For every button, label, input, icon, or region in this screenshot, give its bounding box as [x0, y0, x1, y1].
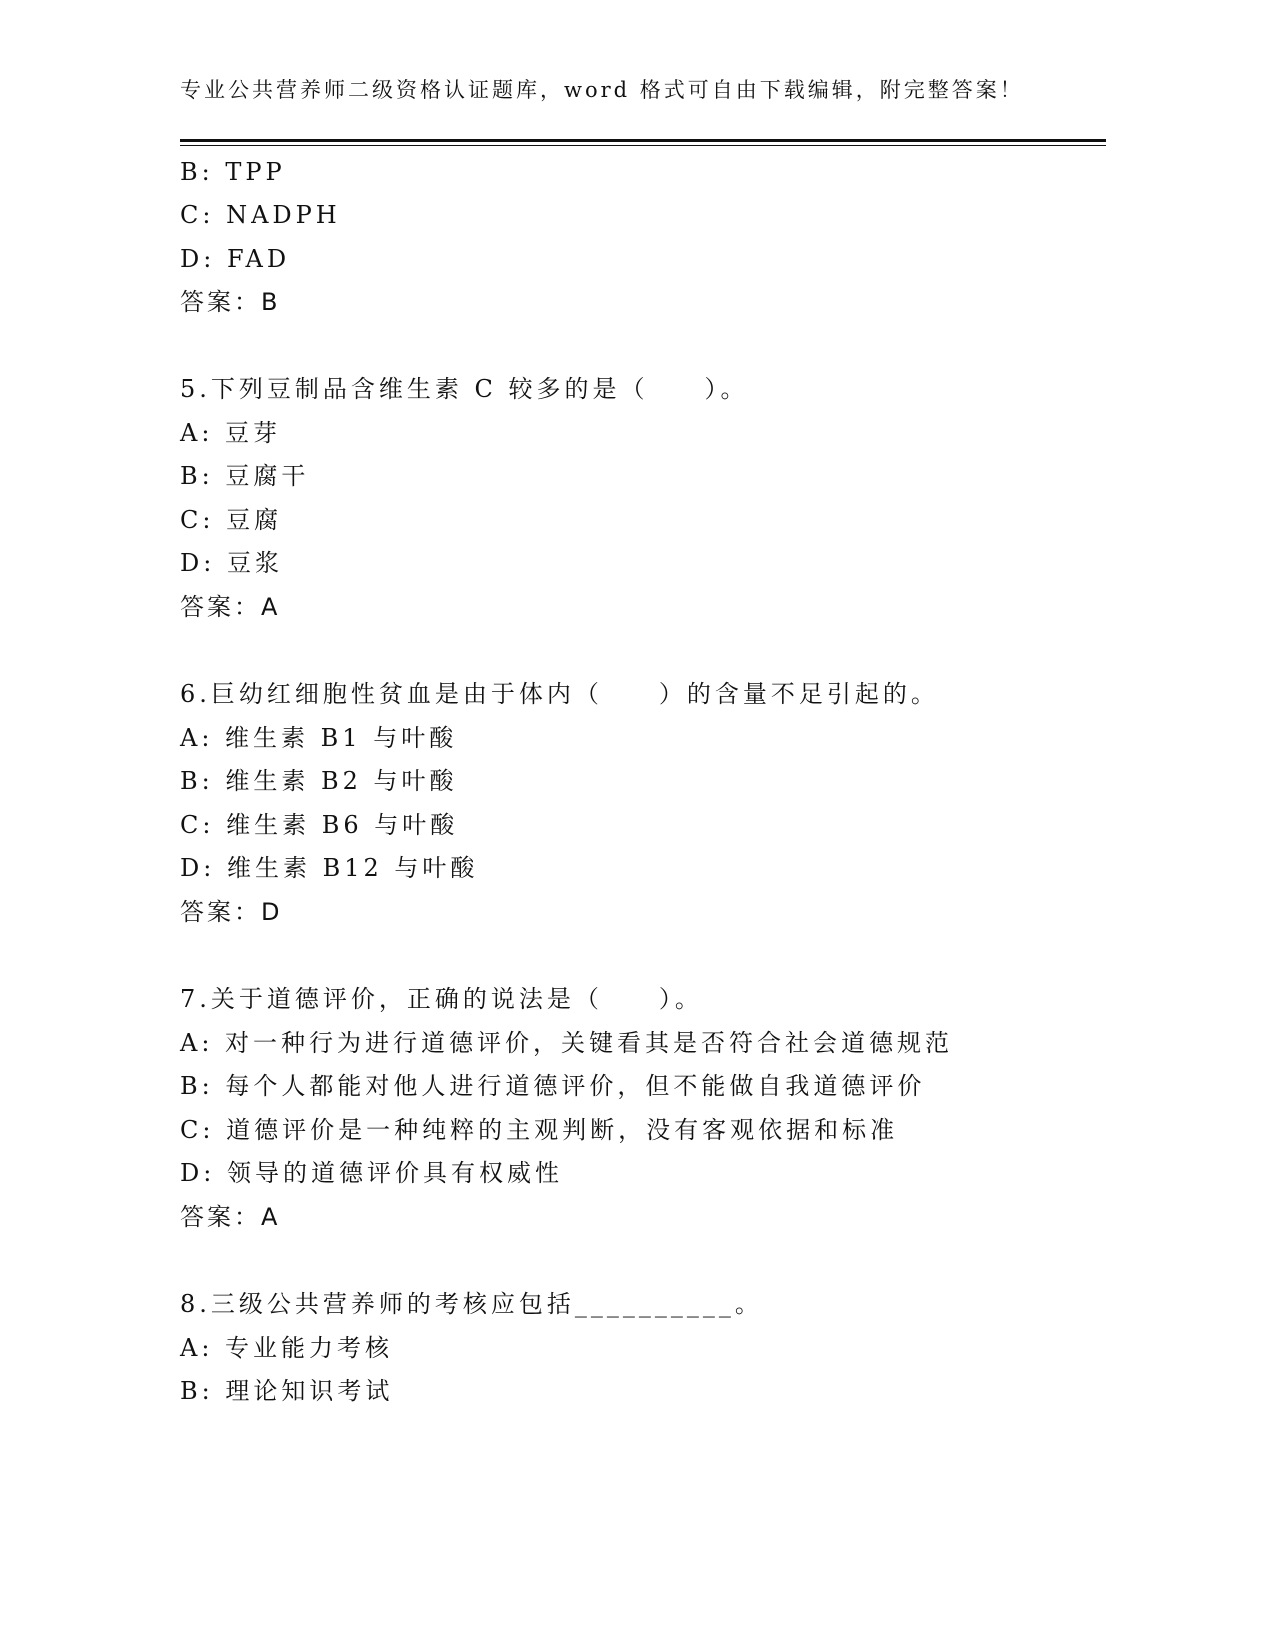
option-a: A: 维生素 B1 与叶酸	[180, 724, 458, 752]
answer: 答案：B	[180, 288, 281, 316]
page-header: 专业公共营养师二级资格认证题库，word 格式可自由下载编辑，附完整答案！	[180, 78, 1024, 102]
question-stem: 6.巨幼红细胞性贫血是由于体内（ ）的含量不足引起的。	[180, 680, 939, 708]
option-c: C: NADPH	[180, 201, 341, 229]
question-stem: 5.下列豆制品含维生素 C 较多的是（ ）。	[180, 375, 749, 403]
answer: 答案：A	[180, 1203, 281, 1231]
option-a: A: 豆芽	[180, 419, 282, 447]
header-divider	[180, 139, 1106, 142]
option-b: B: 理论知识考试	[180, 1377, 394, 1405]
option-c: C: 维生素 B6 与叶酸	[180, 811, 459, 839]
option-d: D: 维生素 B12 与叶酸	[180, 854, 479, 882]
option-d: D: 豆浆	[180, 549, 283, 577]
answer: 答案：D	[180, 898, 283, 926]
option-b: B: 维生素 B2 与叶酸	[180, 767, 458, 795]
option-a: A: 对一种行为进行道德评价，关键看其是否符合社会道德规范	[180, 1029, 954, 1057]
option-d: D: 领导的道德评价具有权威性	[180, 1159, 563, 1187]
option-c: C: 豆腐	[180, 506, 283, 534]
option-c: C: 道德评价是一种纯粹的主观判断，没有客观依据和标准	[180, 1116, 899, 1144]
answer: 答案：A	[180, 593, 281, 621]
option-b: B: 每个人都能对他人进行道德评价，但不能做自我道德评价	[180, 1072, 926, 1100]
option-b: B: 豆腐干	[180, 462, 310, 490]
header-divider-thin	[180, 145, 1106, 146]
question-stem: 7.关于道德评价，正确的说法是（ ）。	[180, 985, 703, 1013]
question-stem: 8.三级公共营养师的考核应包括__________。	[180, 1290, 763, 1318]
option-d: D: FAD	[180, 245, 291, 273]
option-b: B: TPP	[180, 158, 286, 186]
option-a: A: 专业能力考核	[180, 1334, 394, 1362]
